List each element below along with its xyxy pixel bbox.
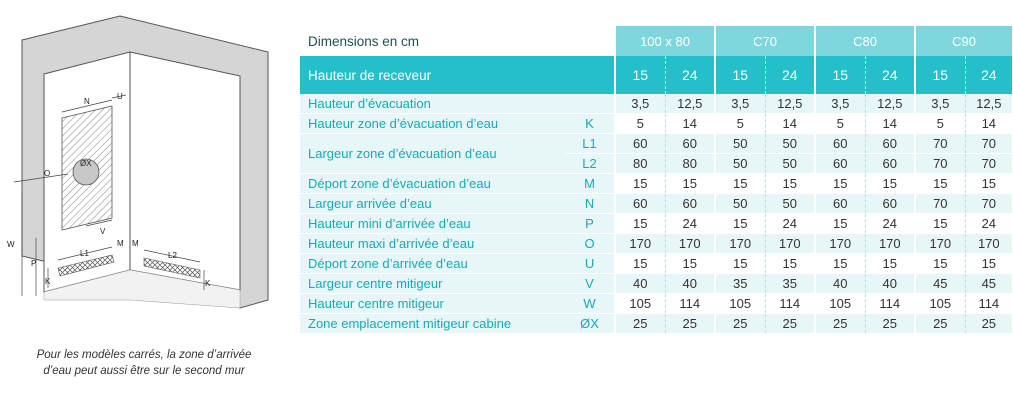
diagram-caption-line1: Pour les modèles carrés, la zone d’arrivée [36, 349, 252, 361]
value-cell: 170 [965, 234, 1012, 254]
diagram-label-u: U [117, 92, 123, 101]
row-letter: O [565, 234, 615, 254]
value-cell: 5 [615, 114, 665, 134]
row-letter: V [565, 274, 615, 294]
dimension-header: C70 [715, 26, 815, 56]
value-cell: 15 [915, 214, 965, 234]
table-row [300, 274, 1012, 294]
value-cell: 5 [915, 114, 965, 134]
value-cell: 114 [665, 294, 715, 314]
value-cell: 70 [965, 194, 1012, 214]
table-row [300, 294, 1012, 314]
value-cell: 3,5 [815, 94, 865, 114]
row-label: Hauteur d’évacuation [300, 94, 565, 114]
value-cell: 170 [615, 234, 665, 254]
value-cell: 15 [815, 214, 865, 234]
row-letter: P [565, 214, 615, 234]
value-cell: 15 [765, 254, 815, 274]
header-label: Dimensions en cm [300, 26, 615, 56]
value-cell: 60 [665, 134, 715, 154]
value-cell: 14 [765, 114, 815, 134]
row-letter: N [565, 194, 615, 214]
value-cell: 3,5 [915, 94, 965, 114]
value-cell: 60 [615, 134, 665, 154]
table-row [300, 94, 1012, 114]
value-cell: 25 [965, 314, 1012, 334]
height-cell: 15 [615, 56, 665, 94]
diagram-label-m1: M [117, 239, 124, 248]
value-cell: 45 [915, 274, 965, 294]
height-cell: 24 [965, 56, 1012, 94]
value-cell: 114 [965, 294, 1012, 314]
value-cell: 45 [965, 274, 1012, 294]
diagram-label-l1: L1 [80, 249, 89, 258]
value-cell: 50 [715, 194, 765, 214]
value-cell: 114 [865, 294, 915, 314]
diagram-label-n: N [84, 97, 90, 106]
row-letter [565, 94, 615, 114]
height-cell: 24 [865, 56, 915, 94]
value-cell: 50 [765, 134, 815, 154]
row-letter: K [565, 114, 615, 134]
value-cell: 35 [765, 274, 815, 294]
diagram-label-ox: ØX [80, 159, 92, 168]
diagram-label-o: O [44, 169, 51, 178]
value-cell: 24 [965, 214, 1012, 234]
value-cell: 15 [715, 254, 765, 274]
table-row [300, 194, 1012, 214]
value-cell: 170 [865, 234, 915, 254]
dimension-header: C90 [915, 26, 1012, 56]
value-cell: 70 [915, 134, 965, 154]
value-cell: 60 [815, 154, 865, 174]
value-cell: 50 [765, 194, 815, 214]
value-cell: 3,5 [715, 94, 765, 114]
value-cell: 40 [615, 274, 665, 294]
value-cell: 12,5 [965, 94, 1012, 114]
diagram-caption-line2: d’eau peut aussi être sur le second mur [43, 365, 245, 377]
value-cell: 12,5 [865, 94, 915, 114]
height-cell: 15 [715, 56, 765, 94]
value-cell: 25 [865, 314, 915, 334]
value-cell: 15 [965, 174, 1012, 194]
value-cell: 50 [715, 134, 765, 154]
value-cell: 35 [715, 274, 765, 294]
value-cell: 50 [765, 154, 815, 174]
row-label: Déport zone d’arrivée d’eau [300, 254, 565, 274]
value-cell: 105 [815, 294, 865, 314]
height-cell: 24 [665, 56, 715, 94]
value-cell: 105 [915, 294, 965, 314]
row-label: Largeur zone d’évacuation d’eau [300, 134, 565, 174]
row-label: Zone emplacement mitigeur cabine [300, 314, 565, 334]
value-cell: 60 [865, 194, 915, 214]
value-cell: 15 [665, 174, 715, 194]
value-cell: 114 [765, 294, 815, 314]
table-row [300, 234, 1012, 254]
value-cell: 14 [665, 114, 715, 134]
value-cell: 15 [915, 254, 965, 274]
row-label: Hauteur maxi d’arrivée d’eau [300, 234, 565, 254]
value-cell: 15 [615, 214, 665, 234]
value-cell: 15 [715, 214, 765, 234]
row-letter: L2 [565, 154, 615, 174]
table-row [300, 114, 1012, 134]
value-cell: 50 [715, 154, 765, 174]
dimension-header: C80 [815, 26, 915, 56]
row-label: Largeur arrivée d’eau [300, 194, 565, 214]
value-cell: 80 [615, 154, 665, 174]
row-letter: W [565, 294, 615, 314]
value-cell: 25 [715, 314, 765, 334]
height-cell: 15 [815, 56, 865, 94]
value-cell: 5 [815, 114, 865, 134]
value-cell: 60 [615, 194, 665, 214]
height-cell: 15 [915, 56, 965, 94]
shower-installation-diagram [0, 0, 290, 408]
diagram-label-k2: K [205, 279, 211, 288]
row-label: Hauteur zone d’évacuation d’eau [300, 114, 565, 134]
value-cell: 40 [815, 274, 865, 294]
value-cell: 15 [815, 254, 865, 274]
value-cell: 25 [915, 314, 965, 334]
row-letter: U [565, 254, 615, 274]
value-cell: 60 [665, 194, 715, 214]
value-cell: 15 [915, 174, 965, 194]
value-cell: 170 [715, 234, 765, 254]
row-label: Largeur centre mitigeur [300, 274, 565, 294]
value-cell: 40 [865, 274, 915, 294]
value-cell: 14 [865, 114, 915, 134]
value-cell: 3,5 [615, 94, 665, 114]
value-cell: 105 [715, 294, 765, 314]
value-cell: 70 [915, 194, 965, 214]
value-cell: 15 [615, 174, 665, 194]
value-cell: 60 [815, 134, 865, 154]
value-cell: 170 [915, 234, 965, 254]
diagram-label-l2: L2 [168, 251, 177, 260]
row-letter: M [565, 174, 615, 194]
value-cell: 70 [965, 154, 1012, 174]
value-cell: 15 [665, 254, 715, 274]
value-cell: 40 [665, 274, 715, 294]
value-cell: 15 [865, 254, 915, 274]
dimensions-table [300, 26, 1012, 334]
diagram-label-p: P [31, 259, 37, 268]
value-cell: 15 [965, 254, 1012, 274]
right-wall-face [130, 52, 240, 290]
value-cell: 60 [865, 154, 915, 174]
value-cell: 25 [615, 314, 665, 334]
value-cell: 60 [865, 134, 915, 154]
row-label: Hauteur mini d’arrivée d’eau [300, 214, 565, 234]
value-cell: 15 [615, 254, 665, 274]
diagram-label-m2: M [132, 239, 139, 248]
value-cell: 12,5 [665, 94, 715, 114]
table-row [300, 174, 1012, 194]
value-cell: 24 [765, 214, 815, 234]
row-letter: ØX [565, 314, 615, 334]
row-label: Hauteur centre mitigeur [300, 294, 565, 314]
table-row [300, 254, 1012, 274]
value-cell: 70 [965, 134, 1012, 154]
table-row [300, 214, 1012, 234]
value-cell: 14 [965, 114, 1012, 134]
value-cell: 170 [815, 234, 865, 254]
value-cell: 12,5 [765, 94, 815, 114]
value-cell: 24 [865, 214, 915, 234]
value-cell: 15 [865, 174, 915, 194]
value-cell: 25 [665, 314, 715, 334]
diagram-label-w: W [7, 240, 15, 249]
value-cell: 15 [715, 174, 765, 194]
height-cell: 24 [765, 56, 815, 94]
dimension-header: 100 x 80 [615, 26, 715, 56]
value-cell: 70 [915, 154, 965, 174]
table-row [300, 314, 1012, 334]
row-label: Déport zone d’évacuation d’eau [300, 174, 565, 194]
value-cell: 80 [665, 154, 715, 174]
value-cell: 25 [765, 314, 815, 334]
row-letter: L1 [565, 134, 615, 154]
value-cell: 24 [665, 214, 715, 234]
value-cell: 170 [665, 234, 715, 254]
value-cell: 60 [815, 194, 865, 214]
subheader-label: Hauteur de receveur [300, 56, 615, 94]
value-cell: 15 [765, 174, 815, 194]
diagram-label-k1: K [45, 277, 51, 286]
value-cell: 15 [815, 174, 865, 194]
value-cell: 105 [615, 294, 665, 314]
table-row [300, 134, 1012, 154]
value-cell: 25 [815, 314, 865, 334]
diagram-label-v: V [100, 227, 106, 236]
value-cell: 170 [765, 234, 815, 254]
value-cell: 5 [715, 114, 765, 134]
